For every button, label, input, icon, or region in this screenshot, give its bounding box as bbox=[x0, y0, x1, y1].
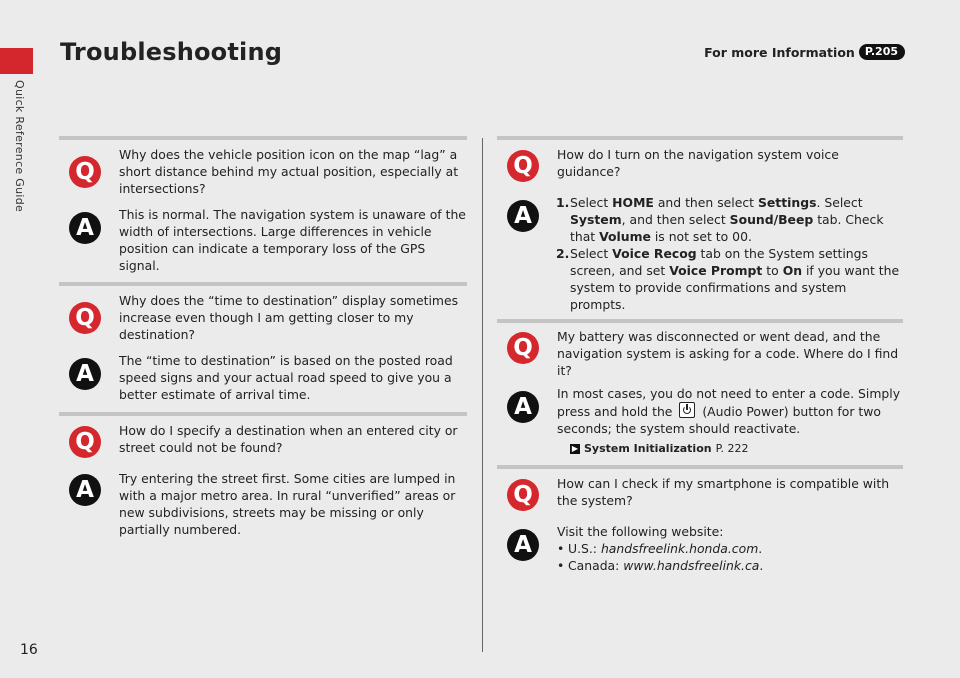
right-column bbox=[497, 136, 903, 574]
question-badge-icon: Q bbox=[507, 150, 539, 182]
answer-text-part1: In most cases, you do not need to enter a code. Simply press and hold the bbox=[557, 386, 901, 419]
list-item: • U.S.: handsfreelink.honda.com. bbox=[557, 540, 903, 557]
qa-item bbox=[497, 140, 903, 313]
xref-page: P. 222 bbox=[715, 442, 749, 455]
answer-intro: Visit the following website: bbox=[557, 524, 724, 539]
more-info-label: For more Information bbox=[704, 44, 855, 60]
question-badge-icon: Q bbox=[69, 156, 101, 188]
answer-text-part2: (Audio Power) button for two seconds; the system should reactivate. bbox=[557, 404, 881, 436]
answer-badge-icon: A bbox=[507, 391, 539, 423]
answer-text: This is normal. The navigation system is unaware of the width of intersections. Large differences in vehicle position can indicate a temporary loss of the GPS signal. bbox=[119, 207, 466, 273]
step-item: 2. Select Voice Recog tab on the System settings screen, and set Voice Prompt to On if you want the system to provide confirmations and system prompts. bbox=[556, 246, 900, 312]
section-label: Quick Reference Guide bbox=[13, 80, 26, 213]
answer bbox=[497, 194, 903, 313]
canada-website-link[interactable]: www.handsfreelink.ca bbox=[623, 558, 760, 573]
answer-badge-icon: A bbox=[69, 474, 101, 506]
page-title: Troubleshooting bbox=[60, 38, 283, 66]
answer bbox=[497, 385, 903, 457]
arrow-reference-icon: ▶ bbox=[571, 443, 579, 453]
question-badge-icon: Q bbox=[507, 479, 539, 511]
question-text: Why does the vehicle position icon on the map “lag” a short distance behind my actual position, especially at intersections? bbox=[119, 147, 459, 196]
left-column bbox=[59, 136, 467, 538]
answer-text: Try entering the street first. Some cities are lumped in with a major metro area. In rural “unverified” areas or new subdivisions, streets may be missing or only partially numbered. bbox=[119, 471, 456, 537]
website-list bbox=[557, 540, 903, 574]
step-item: 1. Select HOME and then select Settings. Select System, and then select Sound/Beep tab. Check that Volume is not set to 00. bbox=[556, 195, 884, 244]
answer bbox=[497, 523, 903, 574]
answer-badge-icon: A bbox=[507, 529, 539, 561]
cross-reference-link[interactable] bbox=[557, 440, 903, 457]
question bbox=[497, 475, 903, 513]
answer bbox=[59, 206, 467, 274]
us-website-link[interactable]: handsfreelink.honda.com bbox=[600, 541, 759, 556]
question bbox=[59, 146, 467, 198]
answer-badge-icon: A bbox=[507, 200, 539, 232]
answer-badge-icon: A bbox=[69, 358, 101, 390]
question bbox=[59, 292, 467, 344]
more-info-link[interactable] bbox=[704, 44, 905, 60]
qa-item bbox=[497, 323, 903, 457]
qa-item bbox=[59, 286, 467, 404]
column-divider bbox=[482, 138, 483, 652]
power-button-icon bbox=[679, 402, 695, 418]
question bbox=[497, 328, 903, 379]
question-text: Why does the “time to destination” display sometimes increase even though I am getting closer to my destination? bbox=[119, 293, 459, 342]
answer-text: The “time to destination” is based on the posted road speed signs and your actual road speed to give you a better estimate of arrival time. bbox=[119, 353, 453, 402]
answer bbox=[59, 352, 467, 404]
answer-badge-icon: A bbox=[69, 212, 101, 244]
page-number: 16 bbox=[20, 642, 38, 658]
question bbox=[59, 422, 467, 458]
question-text: How do I specify a destination when an entered city or street could not be found? bbox=[119, 423, 458, 455]
answer-steps bbox=[557, 194, 903, 313]
xref-label: System Initialization bbox=[584, 442, 712, 455]
answer bbox=[59, 470, 467, 538]
section-tab-marker bbox=[0, 48, 33, 74]
question-text: My battery was disconnected or went dead, and the navigation system is asking for a code. Where do I find it? bbox=[557, 329, 899, 378]
question-badge-icon: Q bbox=[69, 302, 101, 334]
question-badge-icon: Q bbox=[69, 426, 101, 458]
question bbox=[497, 146, 903, 184]
question-text: How do I turn on the navigation system voice guidance? bbox=[557, 147, 839, 179]
qa-item bbox=[59, 416, 467, 538]
question-text: How can I check if my smartphone is compatible with the system? bbox=[557, 476, 890, 508]
list-item: • Canada: www.handsfreelink.ca. bbox=[557, 557, 903, 574]
qa-item bbox=[59, 140, 467, 274]
qa-item bbox=[497, 469, 903, 574]
question-badge-icon: Q bbox=[507, 332, 539, 364]
page-reference-badge[interactable]: P.205 bbox=[859, 44, 905, 60]
